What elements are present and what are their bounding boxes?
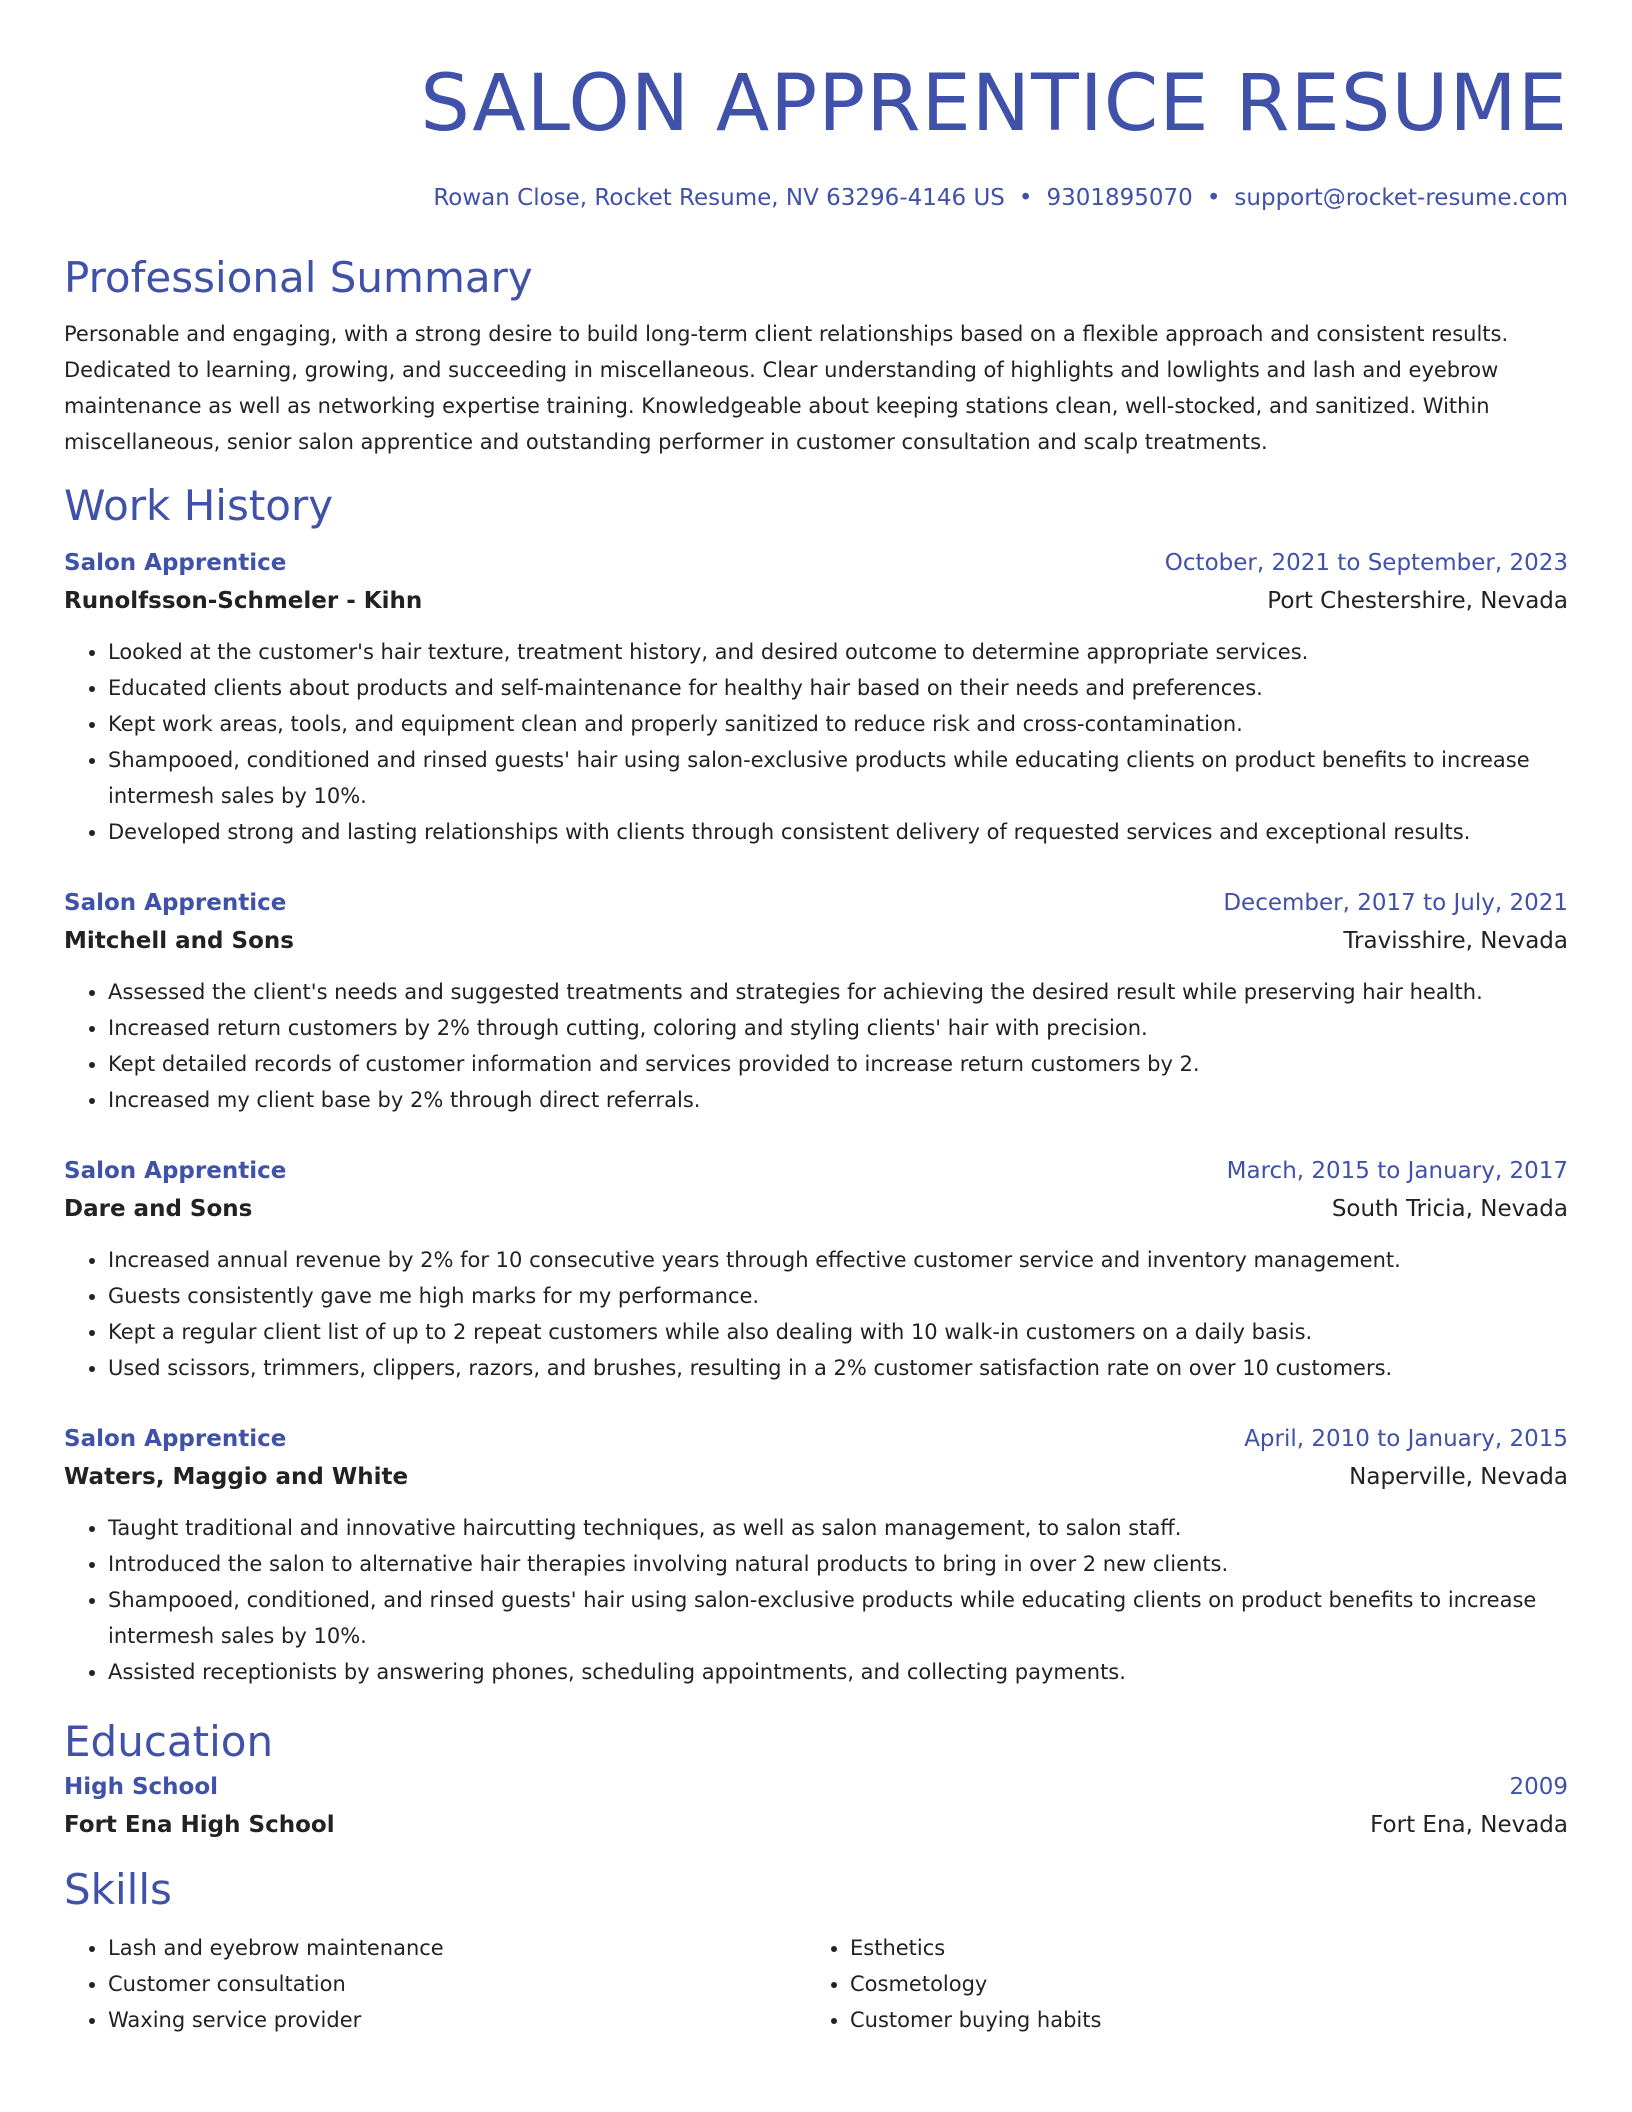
- job-bullet: • Developed strong and lasting relationships with clients through consistent delivery of requested services and exceptional results.: [108, 814, 1568, 850]
- skills-column-right: [806, 1930, 1548, 2038]
- contact-separator: •: [1206, 185, 1221, 211]
- contact-email: support@rocket-resume.com: [1234, 185, 1568, 211]
- skill-item: • Waxing service provider: [108, 2002, 806, 2038]
- skill-item: • Customer consultation: [108, 1966, 806, 2002]
- skill-item: • Customer buying habits: [850, 2002, 1548, 2038]
- job-bullet: • Guests consistently gave me high marks for my performance.: [108, 1278, 1568, 1314]
- job-bullet: • Shampooed, conditioned and rinsed guests' hair using salon-exclusive products while educating clients on product benefits to increase intermesh sales by 10%.: [108, 742, 1568, 814]
- education-school: Fort Ena High School: [64, 1812, 335, 1838]
- education-year: 2009: [1509, 1774, 1568, 1800]
- section-title-education: Education: [64, 1717, 274, 1766]
- section-title-skills: Skills: [64, 1865, 172, 1914]
- job-bullet: • Increased my client base by 2% through direct referrals.: [108, 1082, 1568, 1118]
- job-bullet: • Kept a regular client list of up to 2 repeat customers while also dealing with 10 walk-in customers on a daily basis.: [108, 1314, 1568, 1350]
- job-company: Dare and Sons: [64, 1196, 253, 1222]
- skill-item: • Esthetics: [850, 1930, 1548, 1966]
- job-bullet: • Used scissors, trimmers, clippers, razors, and brushes, resulting in a 2% customer satisfaction rate on over 10 customers.: [108, 1350, 1568, 1386]
- education-location: Fort Ena, Nevada: [1370, 1812, 1568, 1838]
- job-entry: [64, 884, 1568, 1118]
- job-bullet: • Introduced the salon to alternative hair therapies involving natural products to bring in over 2 new clients.: [108, 1546, 1568, 1582]
- job-title: Salon Apprentice: [64, 550, 287, 576]
- job-title: Salon Apprentice: [64, 1158, 287, 1184]
- job-bullets: [64, 974, 1568, 1118]
- job-company: Mitchell and Sons: [64, 928, 294, 954]
- job-title: Salon Apprentice: [64, 890, 287, 916]
- section-title-summary: Professional Summary: [64, 253, 533, 302]
- job-bullet: • Kept work areas, tools, and equipment clean and properly sanitized to reduce risk and cross-contamination.: [108, 706, 1568, 742]
- job-bullet: • Kept detailed records of customer information and services provided to increase return customers by 2.: [108, 1046, 1568, 1082]
- job-location: Travisshire, Nevada: [1343, 928, 1568, 954]
- job-location: Port Chestershire, Nevada: [1267, 588, 1568, 614]
- job-location: Naperville, Nevada: [1349, 1464, 1568, 1490]
- summary-text: Personable and engaging, with a strong desire to build long-term client relationships based on a flexible approach and consistent results. Dedicated to learning, growing, and succeeding in miscellaneous. Clear understanding of highlights and lowlights and lash and eyebrow maintenance as well as networking expertise training. Knowledgeable about keeping stations clean, well-stocked, and sanitized. Within miscellaneous, senior salon apprentice and outstanding performer in customer consultation and scalp treatments.: [64, 322, 1509, 454]
- job-bullets: [64, 1510, 1568, 1690]
- contact-line: [64, 182, 1568, 214]
- job-dates: October, 2021 to September, 2023: [1164, 550, 1568, 576]
- job-title: Salon Apprentice: [64, 1426, 287, 1452]
- job-bullet: • Shampooed, conditioned, and rinsed guests' hair using salon-exclusive products while educating clients on product benefits to increase intermesh sales by 10%.: [108, 1582, 1568, 1654]
- job-entry: [64, 1152, 1568, 1386]
- job-bullets: [64, 1242, 1568, 1386]
- job-bullet: • Increased return customers by 2% through cutting, coloring and styling clients' hair with precision.: [108, 1010, 1568, 1046]
- job-location: South Tricia, Nevada: [1331, 1196, 1568, 1222]
- skills-list: [64, 1930, 1568, 2038]
- job-dates: April, 2010 to January, 2015: [1244, 1426, 1568, 1452]
- contact-separator: •: [1018, 185, 1033, 211]
- job-company: Waters, Maggio and White: [64, 1464, 409, 1490]
- job-bullet: • Educated clients about products and self-maintenance for healthy hair based on their needs and preferences.: [108, 670, 1568, 706]
- section-title-work-history: Work History: [64, 481, 334, 530]
- job-list: [64, 544, 1568, 1690]
- resume-title: SALON APPRENTICE RESUME: [420, 59, 1568, 149]
- job-bullet: • Assisted receptionists by answering phones, scheduling appointments, and collecting payments.: [108, 1654, 1568, 1690]
- job-dates: March, 2015 to January, 2017: [1226, 1158, 1568, 1184]
- job-entry: [64, 544, 1568, 850]
- education-degree: High School: [64, 1774, 219, 1800]
- job-bullet: • Taught traditional and innovative haircutting techniques, as well as salon management, to salon staff.: [108, 1510, 1568, 1546]
- contact-phone: 9301895070: [1046, 185, 1193, 211]
- job-bullet: • Looked at the customer's hair texture, treatment history, and desired outcome to determine appropriate services.: [108, 634, 1568, 670]
- education-entry: [64, 1768, 1568, 1844]
- job-company: Runolfsson-Schmeler - Kihn: [64, 588, 423, 614]
- skill-item: • Cosmetology: [850, 1966, 1548, 2002]
- job-bullet: • Increased annual revenue by 2% for 10 consecutive years through effective customer service and inventory management.: [108, 1242, 1568, 1278]
- skills-column-left: [64, 1930, 806, 2038]
- job-bullet: • Assessed the client's needs and suggested treatments and strategies for achieving the desired result while preserving hair health.: [108, 974, 1568, 1010]
- skill-item: • Lash and eyebrow maintenance: [108, 1930, 806, 1966]
- job-dates: December, 2017 to July, 2021: [1223, 890, 1568, 916]
- job-entry: [64, 1420, 1568, 1690]
- resume-page: [64, 0, 1568, 2038]
- job-bullets: [64, 634, 1568, 850]
- contact-address: Rowan Close, Rocket Resume, NV 63296-4146 US: [433, 185, 1005, 211]
